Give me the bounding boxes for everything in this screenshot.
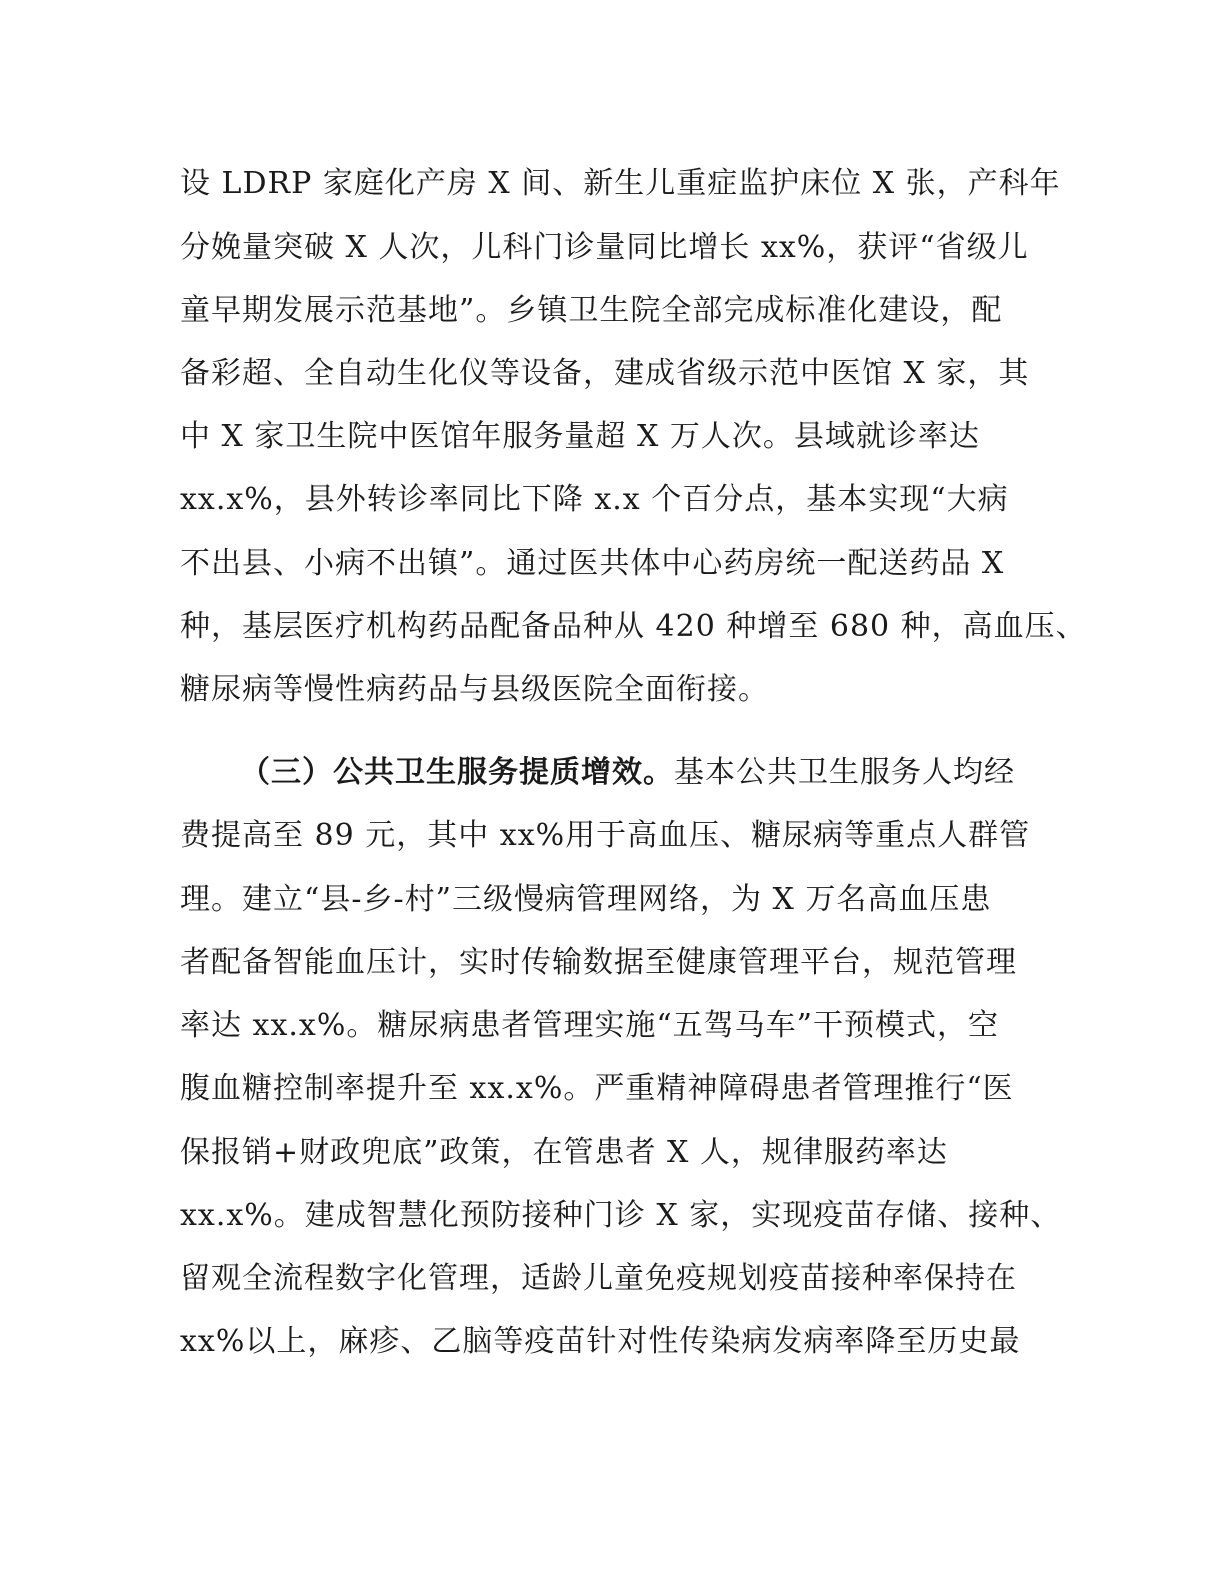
text-line: 分娩量突破 X 人次，儿科门诊量同比增长 xx%，获评“省级儿: [180, 230, 1029, 265]
text-line: 糖尿病等慢性病药品与县级医院全面衔接。: [180, 672, 769, 707]
text-line: 留观全流程数字化管理，适龄儿童免疫规划疫苗接种率保持在: [180, 1261, 1017, 1296]
text-line: 备彩超、全自动生化仪等设备，建成省级示范中医馆 X 家，其: [180, 356, 1030, 391]
text-line: 费提高至 89 元，其中 xx%用于高血压、糖尿病等重点人群管: [180, 818, 1031, 853]
text-line: xx.x%，县外转诊率同比下降 x.x 个百分点，基本实现“大病: [180, 482, 1009, 517]
text-line: 童早期发展示范基地”。乡镇卫生院全部完成标准化建设，配: [180, 293, 1003, 328]
text-line: 中 X 家卫生院中医馆年服务量超 X 万人次。县域就诊率达: [180, 419, 980, 454]
text-line: 率达 xx.x%。糖尿病患者管理实施“五驾马车”干预模式，空: [180, 1008, 1000, 1043]
text-line: xx%以上，麻疹、乙脑等疫苗针对性传染病发病率降至历史最: [180, 1324, 1021, 1359]
text-line: 者配备智能血压计，实时传输数据至健康管理平台，规范管理: [180, 945, 1017, 980]
text-line: 种，基层医疗机构药品配备品种从 420 种增至 680 种，高血压、: [180, 609, 1087, 644]
section-heading: （三）公共卫生服务提质增效。: [240, 755, 674, 790]
text-line: 腹血糖控制率提升至 xx.x%。严重精神障碍患者管理推行“医: [180, 1071, 1014, 1106]
text-run: 基本公共卫生服务人均经: [674, 755, 1015, 790]
text-line: [240, 753, 1015, 793]
text-line: 设 LDRP 家庭化产房 X 间、新生儿重症监护床位 X 张，产科年: [180, 166, 1061, 201]
text-line: 保报销+财政兜底”政策，在管患者 X 人，规律服药率达: [180, 1135, 948, 1170]
text-line: 理。建立“县-乡-村”三级慢病管理网络，为 X 万名高血压患: [180, 882, 992, 917]
text-line: 不出县、小病不出镇”。通过医共体中心药房统一配送药品 X: [180, 546, 1005, 581]
text-line: xx.x%。建成智慧化预防接种门诊 X 家，实现疫苗存储、接种、: [180, 1198, 1062, 1233]
